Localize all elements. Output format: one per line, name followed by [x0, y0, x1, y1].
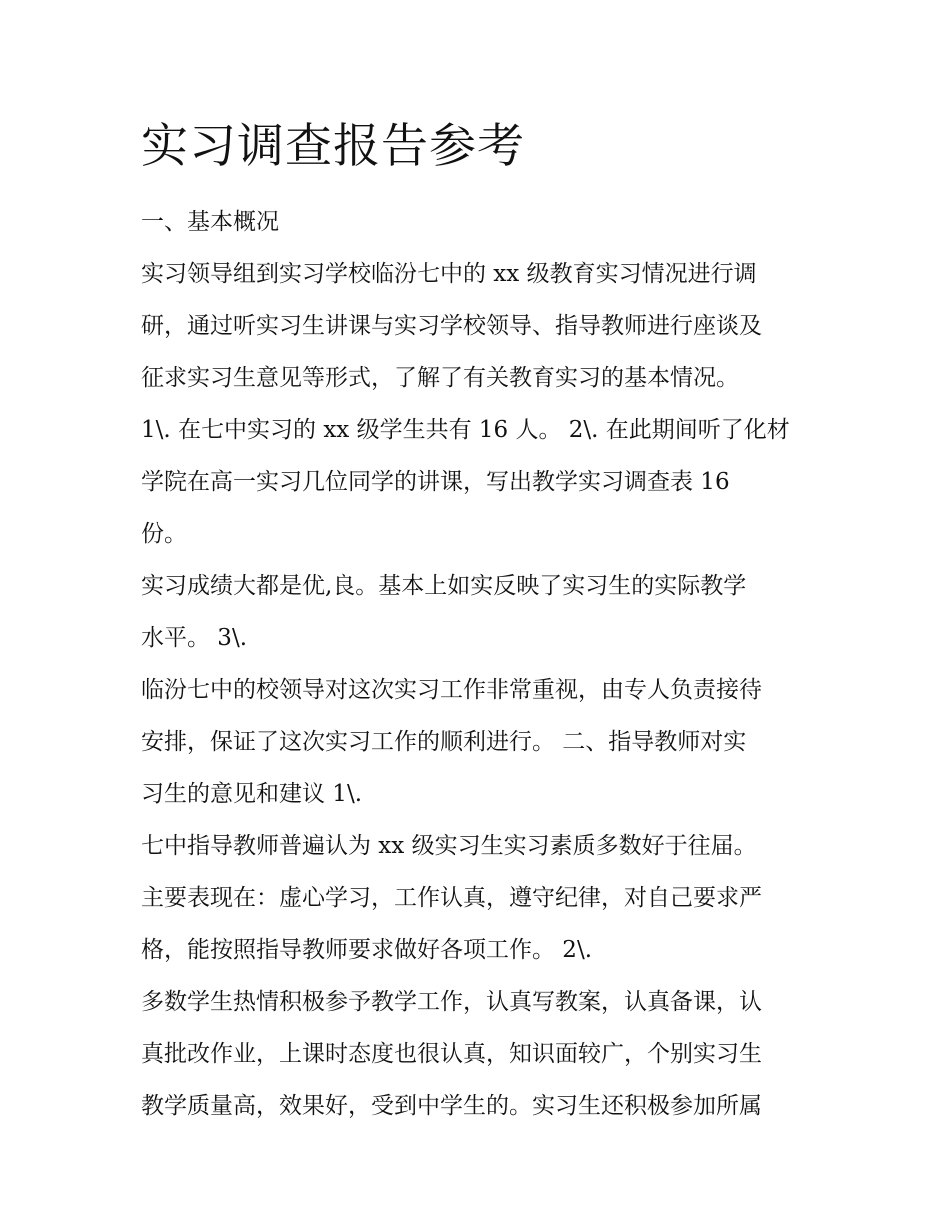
paragraph-line: 多数学生热情积极参予教学工作，认真写教案，认真备课，认: [141, 989, 762, 1015]
paragraph-line: 七中指导教师普遍认为 xx 级实习生实习素质多数好于往届。: [141, 833, 757, 859]
paragraph-line: 习生的意见和建议 1\.: [141, 781, 363, 807]
paragraph-line: 水平。 3\.: [141, 625, 248, 651]
document-body: [141, 196, 831, 1132]
paragraph-line: 实习领导组到实习学校临汾七中的 xx 级教育实习情况进行调: [141, 261, 757, 287]
paragraph-line: 1\. 在七中实习的 xx 级学生共有 16 人。 2\. 在此期间听了化材: [141, 417, 790, 443]
paragraph-line: 安排，保证了这次实习工作的顺利进行。 二、指导教师对实: [141, 729, 747, 755]
paragraph-line: 真批改作业，上课时态度也很认真，知识面较广，个别实习生: [141, 1041, 762, 1067]
paragraph-line: 份。: [141, 521, 187, 547]
paragraph-line: 研，通过听实习生讲课与实习学校领导、指导教师进行座谈及: [141, 313, 762, 339]
paragraph-line: 实习成绩大都是优,良。基本上如实反映了实习生的实际教学: [141, 573, 747, 599]
paragraph-line: 临汾七中的校领导对这次实习工作非常重视，由专人负责接待: [141, 677, 762, 703]
paragraph-line: 格，能按照指导教师要求做好各项工作。 2\.: [141, 937, 593, 963]
paragraph-line: 主要表现在：虚心学习，工作认真，遵守纪律，对自己要求严: [141, 885, 762, 911]
document-title: 实习调查报告参考: [141, 119, 525, 174]
paragraph-line: 征求实习生意见等形式，了解了有关教育实习的基本情况。: [141, 365, 739, 391]
paragraph-line: 教学质量高，效果好，受到中学生的。实习生还积极参加所属: [141, 1093, 762, 1119]
paragraph-line: 学院在高一实习几位同学的讲课，写出教学实习调查表 16: [141, 469, 730, 495]
section-heading: 一、基本概况: [141, 209, 279, 235]
